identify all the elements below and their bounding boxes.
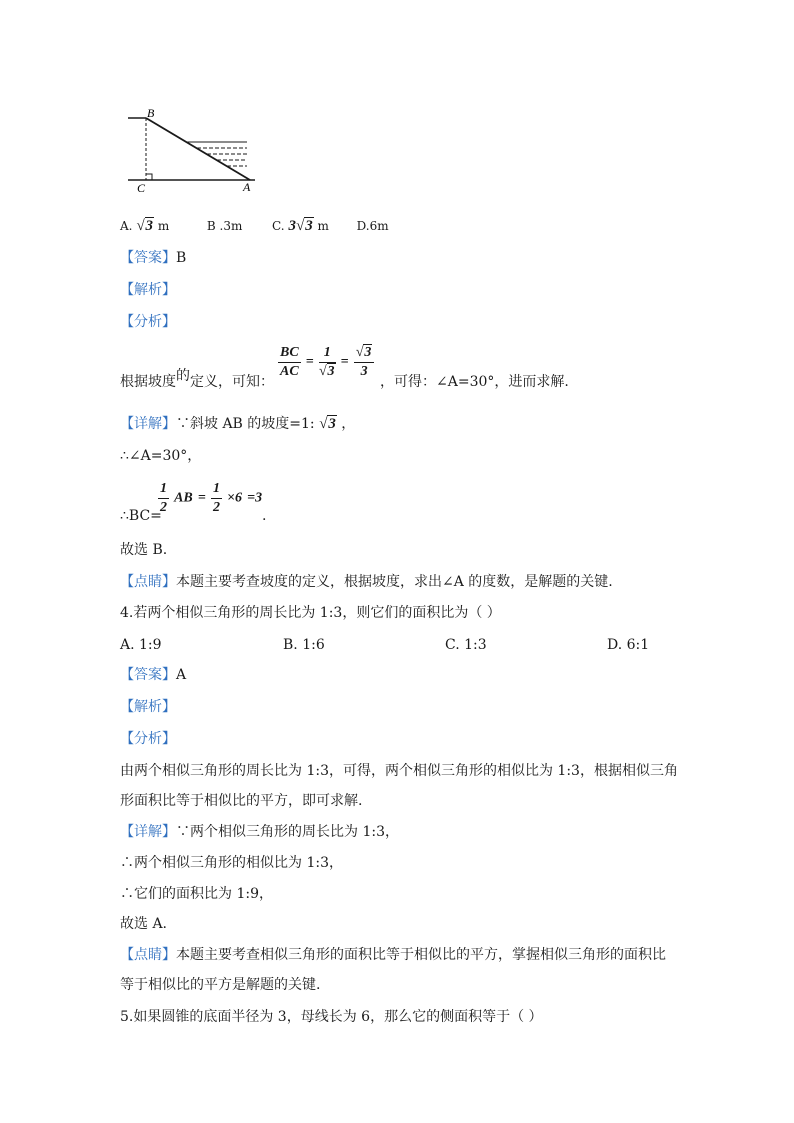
q5-question: 5.如果圆锥的底面半径为 3，母线长为 6，那么它的侧面积等于（ ） — [120, 1009, 543, 1025]
q4-guxuan: 故选 A. — [120, 916, 168, 932]
q4-option-a: A. 1:9 — [120, 637, 162, 653]
dianjing-tag: 【点睛】 — [120, 574, 176, 590]
q3-fenxi-tag: 【分析】 — [120, 314, 176, 330]
q4-jiexi-tag: 【解析】 — [120, 699, 176, 715]
q3-answer — [120, 248, 186, 268]
sqrt-icon: √3 — [355, 345, 372, 360]
q4-option-b: B. 1:6 — [283, 637, 325, 653]
q4-fenxi-tag: 【分析】 — [120, 731, 176, 747]
q3-bc-expression: $\frac{1}{2}$ AB = $\frac{1}{2}$ ×6 =3 — [160, 481, 263, 515]
equals-sign: = — [305, 354, 314, 370]
sqrt-icon: √3 — [136, 218, 154, 234]
xiangjie-tag: 【详解】 — [120, 824, 176, 840]
fenxi-text-pre: 根据坡度 — [120, 374, 176, 390]
figure-label-a: A — [243, 180, 251, 194]
q3-option-d: D.6m — [356, 219, 389, 233]
answer-value: A — [176, 667, 187, 683]
q3-option-c-coef: 3 — [288, 218, 296, 234]
q3-xiangjie-3-pre: ∴BC= — [120, 508, 162, 524]
q3-fenxi-post: ，可得：∠A=30°，进而求解. — [380, 374, 569, 390]
sqrt-icon: √3 — [318, 364, 335, 379]
q3-option-c-label: C. — [272, 219, 285, 233]
q3-guxuan: 故选 B. — [120, 542, 168, 558]
answer-tag: 【答案】 — [120, 667, 176, 683]
answer-value: B — [176, 250, 187, 266]
q4-xiangjie-1: 【详解】∵两个相似三角形的周长比为 1:3， — [120, 824, 399, 840]
fenxi-text-def: 定义，可知： — [190, 374, 274, 390]
fraction-1-sqrt3: $\frac{1}{√3}$ — [318, 345, 335, 379]
q3-fenxi-line — [120, 368, 274, 392]
equals-sign: = — [340, 354, 349, 370]
q3-option-c-unit: m — [317, 219, 329, 233]
q3-option-b: B .3m — [206, 219, 243, 233]
dianjing-tag: 【点睛】 — [120, 947, 176, 963]
q4-fenxi-line2: 形面积比等于相似比的平方，即可求解. — [120, 793, 363, 809]
sqrt-icon: √3 — [319, 416, 336, 432]
q4-fenxi-line1: 由两个相似三角形的周长比为 1:3，可得，两个相似三角形的相似比为 1:3，根据相似三角 — [120, 763, 678, 779]
fraction-sqrt3-3: $\frac{√3}{3}$ — [354, 344, 375, 381]
q3-period: . — [262, 508, 267, 524]
q4-option-c: C. 1:3 — [445, 637, 487, 653]
figure-label-c: C — [137, 181, 146, 195]
q3-fraction-group — [278, 344, 374, 381]
q3-dianjing: 【点睛】本题主要考查坡度的定义，根据坡度，求出∠A 的度数，是解题的关键. — [120, 574, 613, 590]
q4-option-d: D. 6:1 — [607, 637, 650, 653]
xiangjie-tag: 【详解】 — [120, 416, 176, 432]
q3-xiangjie-1: 【详解】∵斜坡 AB 的坡度=1: √3 ， — [120, 416, 356, 432]
fraction-half: $\frac{1}{2}$ — [212, 481, 220, 515]
answer-tag: 【答案】 — [120, 250, 176, 266]
q3-options — [120, 216, 389, 236]
fraction-bc-ac: $\frac{BC}{AC}$ — [280, 345, 299, 379]
q3-xiangjie-2: ∴∠A=30°， — [120, 448, 202, 464]
sqrt-icon: √3 — [295, 218, 313, 234]
q4-dianjing-line1: 【点睛】本题主要考查相似三角形的面积比等于相似比的平方，掌握相似三角形的面积比 — [120, 947, 666, 963]
q4-xiangjie-3: ∴它们的面积比为 1:9， — [120, 886, 273, 902]
q3-option-a-label: A. — [120, 219, 133, 233]
q3-jiexi-tag: 【解析】 — [120, 282, 176, 298]
q4-dianjing-line2: 等于相似比的平方是解题的关键. — [120, 977, 321, 993]
slope-figure — [125, 105, 260, 195]
q4-answer — [120, 665, 186, 685]
q4-question: 4.若两个相似三角形的周长比为 1:3，则它们的面积比为（ ） — [120, 605, 501, 621]
q4-xiangjie-2: ∴两个相似三角形的相似比为 1:3， — [120, 855, 343, 871]
q3-option-a-unit: m — [157, 219, 170, 233]
fraction-half: $\frac{1}{2}$ — [160, 481, 167, 515]
fenxi-text-de: 的 — [176, 368, 190, 384]
figure-label-b: B — [147, 106, 155, 120]
